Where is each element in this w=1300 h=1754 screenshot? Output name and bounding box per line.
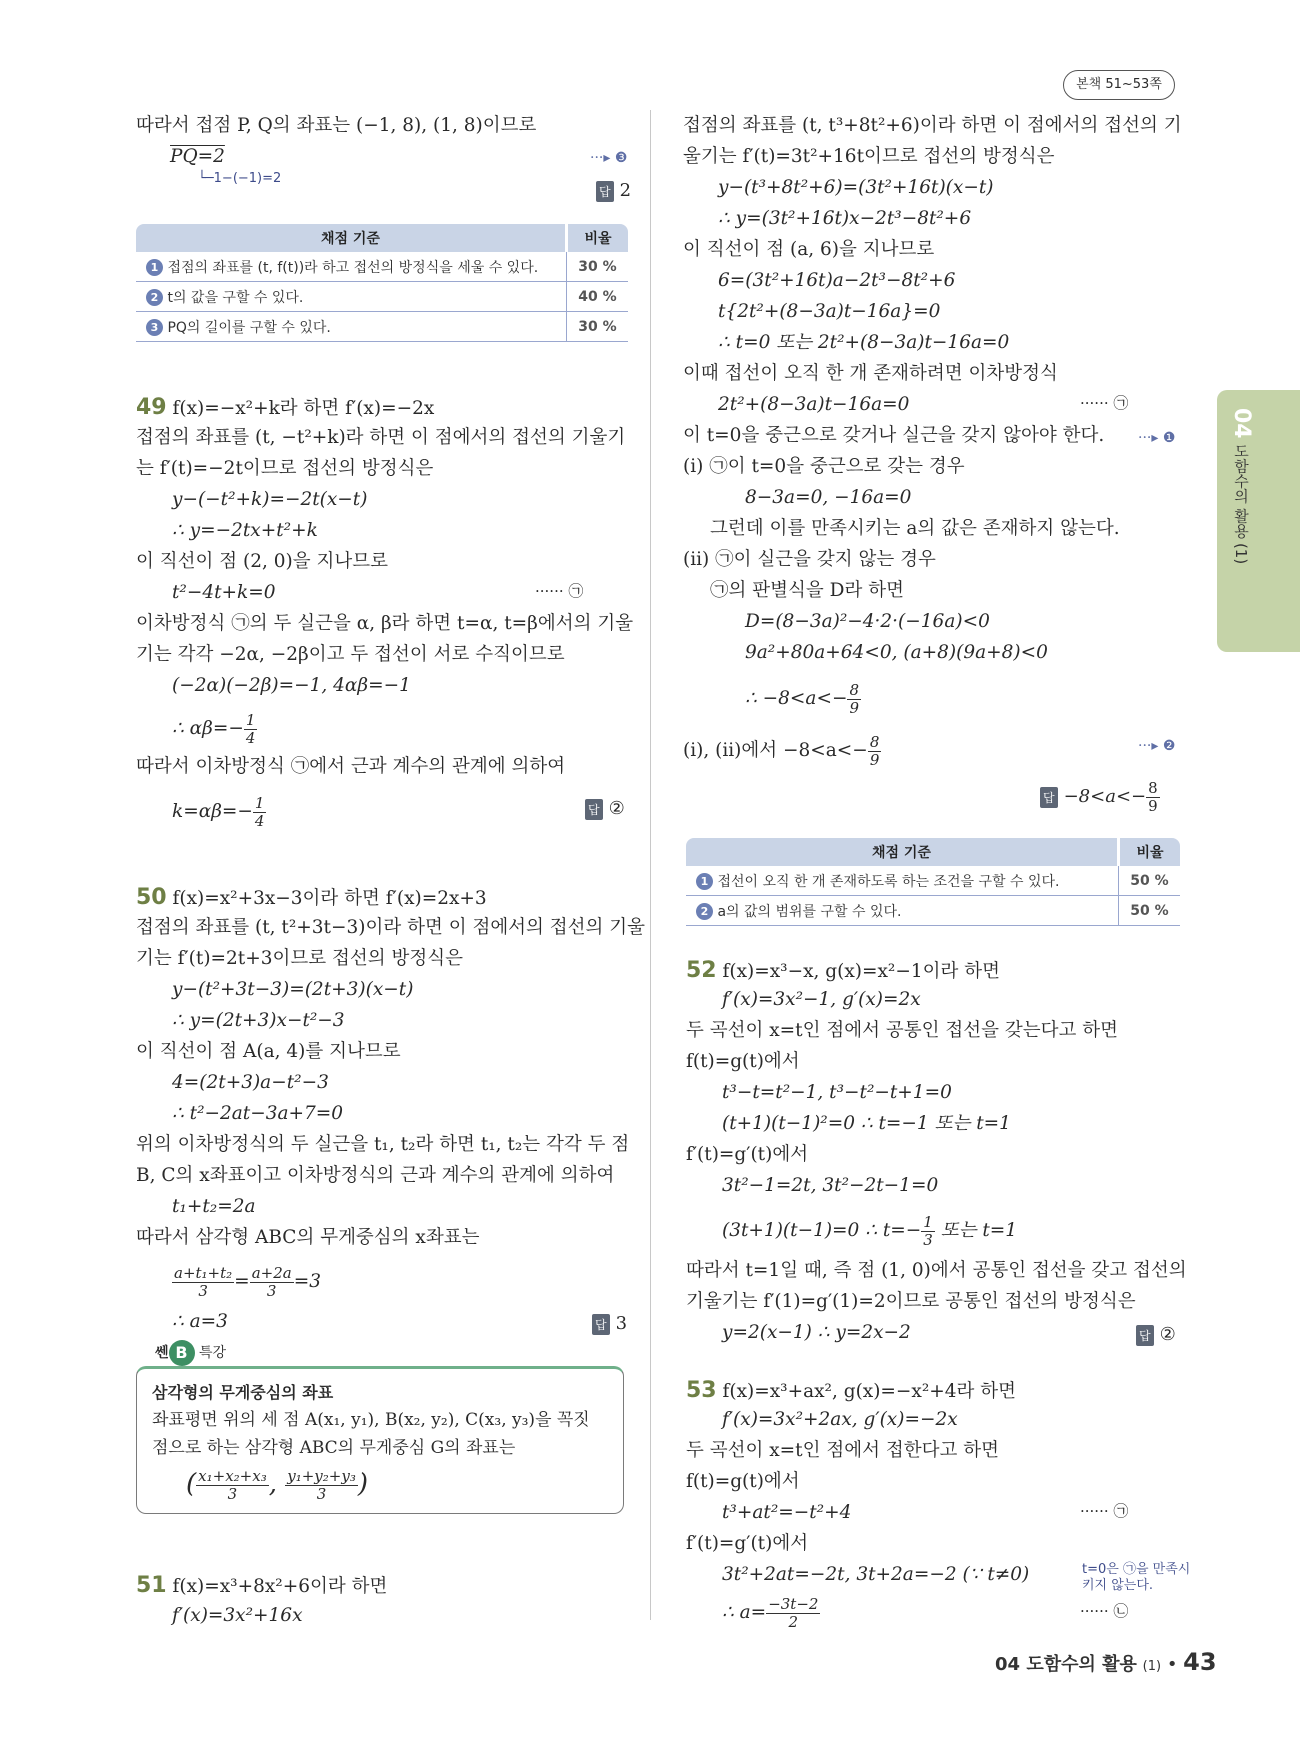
p51c-line-11: (i) ㉠이 t=0을 중근으로 갖는 경우	[683, 456, 965, 477]
marker-giyeok: ······ ㉠	[1080, 394, 1129, 412]
rubric-table-2: 채점 기준 비율 1 접선이 오직 한 개 존재하도록 하는 조건을 구할 수 있다. 50 % 2 a의 값의 범위를 구할 수 있다. 50 %	[686, 838, 1180, 926]
p53-line-6: 3t²+2at=−2t, 3t+2a=−2 (∵ t≠0)	[722, 1564, 1030, 1585]
p51c-line-10: 이 t=0을 중근으로 갖거나 실근을 갖지 않아야 한다.	[683, 425, 1105, 446]
p52-line-3: f(t)=g(t)에서	[686, 1051, 800, 1072]
p51c-line-6: t{2t²+(8−3a)t−16a}=0	[718, 301, 941, 322]
page-reference-tag: 본책 51~53쪽	[1063, 70, 1175, 100]
p50-line-8: 위의 이차방정식의 두 실근을 t₁, t₂라 하면 t₁, t₂는 각각 두 점	[136, 1134, 630, 1155]
p52-line-12: y=2(x−1) ∴ y=2x−2	[722, 1322, 911, 1343]
problem-number-52: 52	[686, 958, 717, 983]
answer-icon: 답	[592, 1314, 610, 1335]
p49-line-5: 이 직선이 점 (2, 0)을 지나므로	[136, 551, 388, 572]
table-row: 3 PQ의 길이를 구할 수 있다. 30 %	[136, 312, 628, 342]
marker-giyeok: ······ ㉠	[535, 582, 584, 600]
p52-line-2: 두 곡선이 x=t인 점에서 공통인 접선을 갖는다고 하면	[686, 1020, 1118, 1041]
table-row: 2 a의 값의 범위를 구할 수 있다. 50 %	[686, 896, 1180, 926]
p53-line-2: 두 곡선이 x=t인 점에서 접한다고 하면	[686, 1440, 999, 1461]
p50-line-11: 따라서 삼각형 ABC의 무게중심의 x좌표는	[136, 1227, 480, 1248]
tip-title: 삼각형의 무게중심의 좌표	[152, 1383, 334, 1402]
p53-line-1: f′(x)=3x²+2ax, g′(x)=−2x	[722, 1409, 958, 1430]
p51c-line-15: ㉠의 판별식을 D라 하면	[710, 580, 904, 601]
p49-line-8: 기는 각각 −2α, −2β이고 두 접선이 서로 수직이므로	[136, 644, 565, 665]
page-footer: 04 도함수의 활용 (1) • 43	[995, 1648, 1217, 1676]
p51c-line-19: (i), (ii)에서 −8<a<− $\frac{8}{9}$	[683, 733, 880, 769]
p51c-line-2: y−(t³+8t²+6)=(3t²+16t)(x−t)	[718, 177, 994, 198]
b-circle-icon: B	[169, 1340, 195, 1366]
p53-line-4: t³+at²=−t²+4	[722, 1502, 852, 1523]
p50-line-2: 기는 f′(t)=2t+3이므로 접선의 방정식은	[136, 948, 463, 969]
p51c-line-1: 울기는 f′(t)=3t²+16t이므로 접선의 방정식은	[683, 146, 1055, 167]
answer-51: 답 −8<a<− $\frac{8}{9}$	[1040, 780, 1160, 814]
tip-logo: 쎈 B 특강	[155, 1340, 226, 1366]
p51c-line-0: 접점의 좌표를 (t, t³+8t²+6)이라 하면 이 점에서의 접선의 기	[683, 115, 1182, 136]
bullet-2: 2	[696, 903, 713, 920]
table-row: 2 t의 값을 구할 수 있다. 40 %	[136, 282, 628, 312]
p51c-line-9: 2t²+(8−3a)t−16a=0	[718, 394, 910, 415]
p53-line-5: f′(t)=g′(t)에서	[686, 1533, 809, 1554]
answer-52: 답 ②	[1136, 1324, 1176, 1346]
p52-line-5: (t+1)(t−1)²=0 ∴ t=−1 또는 t=1	[722, 1113, 1011, 1134]
p50-line-12: $\frac{\text{a+t₁+t₂}}{3}$ = $\frac{a+2a}{3}$ =3	[174, 1264, 321, 1300]
bullet-1: 1	[146, 259, 163, 276]
p49-line-2: 는 f′(t)=−2t이므로 접선의 방정식은	[136, 458, 434, 479]
bullet-3: 3	[146, 319, 163, 336]
p51c-line-12: 8−3a=0, −16a=0	[745, 487, 912, 508]
tip-line-2: 점으로 하는 삼각형 ABC의 무게중심 G의 좌표는	[152, 1438, 516, 1458]
p52-line-6: f′(t)=g′(t)에서	[686, 1144, 809, 1165]
p51c-line-7: ∴ t=0 또는 2t²+(8−3a)t−16a=0	[718, 332, 1010, 353]
answer-49: 답 ②	[585, 798, 625, 820]
problem-number-49: 49	[136, 395, 167, 420]
p52-line-0: 52 f(x)=x³−x, g(x)=x²−1이라 하면	[686, 958, 1000, 983]
p49-line-1: 접점의 좌표를 (t, −t²+k)라 하면 이 점에서의 접선의 기울기	[136, 427, 626, 448]
rubric-table-1: 채점 기준 비율 1 접점의 좌표를 (t, f(t))라 하고 접선의 방정식을 세울 수 있다. 30 % 2 t의 값을 구할 수 있다. 40 % 3 PQ의 길이를 구할 수 있다. 30 %	[136, 224, 628, 342]
answer-icon: 답	[585, 799, 603, 820]
p51c-line-17: 9a²+80a+64<0, (a+8)(9a+8)<0	[745, 642, 1048, 663]
p53-line-0: 53 f(x)=x³+ax², g(x)=−x²+4라 하면	[686, 1378, 1017, 1403]
p49-line-4: ∴ y=−2tx+t²+k	[172, 520, 318, 541]
p50-line-1: 접점의 좌표를 (t, t²+3t−3)이라 하면 이 점에서의 접선의 기울	[136, 917, 646, 938]
p51c-line-4: 이 직선이 점 (a, 6)을 지나므로	[683, 239, 935, 260]
column-divider	[650, 110, 651, 1620]
problem-number-53: 53	[686, 1378, 717, 1403]
p49-line-9: (−2α)(−2β)=−1, 4αβ=−1	[172, 675, 411, 696]
p50-line-0: 50 f(x)=x²+3x−3이라 하면 f′(x)=2x+3	[136, 885, 487, 910]
answer-50: 답 3	[592, 1313, 627, 1335]
answer-icon: 답	[1136, 1325, 1154, 1346]
p51c-line-8: 이때 접선이 오직 한 개 존재하려면 이차방정식	[683, 363, 1058, 384]
p51c-line-13: 그런데 이를 만족시키는 a의 값은 존재하지 않는다.	[710, 518, 1120, 539]
p49-line-11: 따라서 이차방정식 ㉠에서 근과 계수의 관계에 의하여	[136, 756, 566, 777]
marker-nieun: ······ ㉡	[1080, 1602, 1129, 1620]
p52-line-4: t³−t=t²−1, t³−t²−t+1=0	[722, 1082, 952, 1103]
bullet-2: 2	[146, 289, 163, 306]
p52-line-8: (3t+1)(t−1)=0 ∴ t=− $\frac{1}{3}$ 또는 t=1	[722, 1213, 1018, 1249]
p51c-line-16: D=(8−3a)²−4·2·(−16a)<0	[745, 611, 990, 632]
p51c-line-5: 6=(3t²+16t)a−2t³−8t²+6	[718, 270, 956, 291]
p50-line-10: t₁+t₂=2a	[172, 1196, 256, 1217]
p50-line-9: B, C의 x좌표이고 이차방정식의 근과 계수의 관계에 의하여	[136, 1165, 615, 1186]
p49-line-12: k=αβ=− $\frac{1}{4}$	[172, 794, 265, 830]
p50-line-7: ∴ t²−2at−3a+7=0	[172, 1103, 344, 1124]
page-number: 43	[1183, 1648, 1217, 1676]
tip-line-1: 좌표평면 위의 세 점 A(x₁, y₁), B(x₂, y₂), C(x₃, y₃)을 꼭짓	[152, 1410, 590, 1430]
p53-line-3: f(t)=g(t)에서	[686, 1471, 800, 1492]
p50-line-4: ∴ y=(2t+3)x−t²−3	[172, 1010, 345, 1031]
p49-line-3: y−(−t²+k)=−2t(x−t)	[172, 489, 368, 510]
p52-line-7: 3t²−1=2t, 3t²−2t−1=0	[722, 1175, 939, 1196]
ref-marker-2: ···▸ ❷	[1138, 738, 1176, 754]
p51c-line-14: (ii) ㉠이 실근을 갖지 않는 경우	[683, 549, 936, 570]
p53-line-7: ∴ a= $\frac{-3t-2}{2}$	[722, 1595, 819, 1631]
p49-line-0: 49 f(x)=−x²+k라 하면 f′(x)=−2x	[136, 395, 435, 420]
chapter-number: 04	[1229, 408, 1254, 439]
p52-line-11: 기울기는 f′(1)=g′(1)=2이므로 공통인 접선의 방정식은	[686, 1291, 1136, 1312]
pq-annotation: └─1−(−1)=2	[198, 171, 282, 186]
p51-line-1: f′(x)=3x²+16x	[172, 1605, 303, 1626]
problem-number-50: 50	[136, 885, 167, 910]
p50-line-5: 이 직선이 점 A(a, 4)를 지나므로	[136, 1041, 401, 1062]
p52-line-10: 따라서 t=1일 때, 즉 점 (1, 0)에서 공통인 접선을 갖고 접선의	[686, 1260, 1187, 1281]
answer-icon: 답	[1040, 787, 1058, 808]
p50-line-3: y−(t²+3t−3)=(2t+3)(x−t)	[172, 979, 414, 1000]
bullet-1: 1	[696, 873, 713, 890]
ref-marker-3: ···▸ ❸	[590, 150, 628, 166]
p49-line-6: t²−4t+k=0	[172, 582, 276, 603]
p50-line-6: 4=(2t+3)a−t²−3	[172, 1072, 329, 1093]
ref-marker-1: ···▸ ❶	[1138, 430, 1176, 446]
answer-48: 답 2	[596, 180, 631, 202]
chapter-side-tab	[1217, 390, 1300, 652]
p51-line-0: 51 f(x)=x³+8x²+6이라 하면	[136, 1573, 388, 1598]
p51c-line-18: ∴ −8<a<− $\frac{8}{9}$	[745, 681, 860, 717]
pq-eq: PQ=2	[170, 146, 225, 167]
table-row: 1 접점의 좌표를 (t, f(t))라 하고 접선의 방정식을 세울 수 있다. 30 %	[136, 252, 628, 282]
marker-giyeok: ······ ㉠	[1080, 1502, 1129, 1520]
p50-line-13: ∴ a=3	[172, 1311, 228, 1332]
tip-formula: ( $\frac{\text{x₁+x₂+x₃}}{3}$ , $\frac{\text{y₁+y₂+y₃}}{3}$ )	[186, 1467, 369, 1503]
answer-icon: 답	[596, 181, 614, 202]
chapter-title: 도함수의 활용 (1)	[1232, 443, 1250, 565]
p49-line-10: ∴ αβ=− $\frac{1}{4}$	[172, 711, 256, 747]
p49-line-7: 이차방정식 ㉠의 두 실근을 α, β라 하면 t=α, t=β에서의 기울	[136, 613, 634, 634]
p52-line-1: f′(x)=3x²−1, g′(x)=2x	[722, 989, 921, 1010]
intro-line: 따라서 접점 P, Q의 좌표는 (−1, 8), (1, 8)이므로	[136, 115, 537, 136]
problem-number-51: 51	[136, 1573, 167, 1598]
annotation-note: t=0은 ㉠을 만족시키지 않는다.	[1082, 1562, 1191, 1594]
table-row: 1 접선이 오직 한 개 존재하도록 하는 조건을 구할 수 있다. 50 %	[686, 866, 1180, 896]
p51c-line-3: ∴ y=(3t²+16t)x−2t³−8t²+6	[718, 208, 972, 229]
